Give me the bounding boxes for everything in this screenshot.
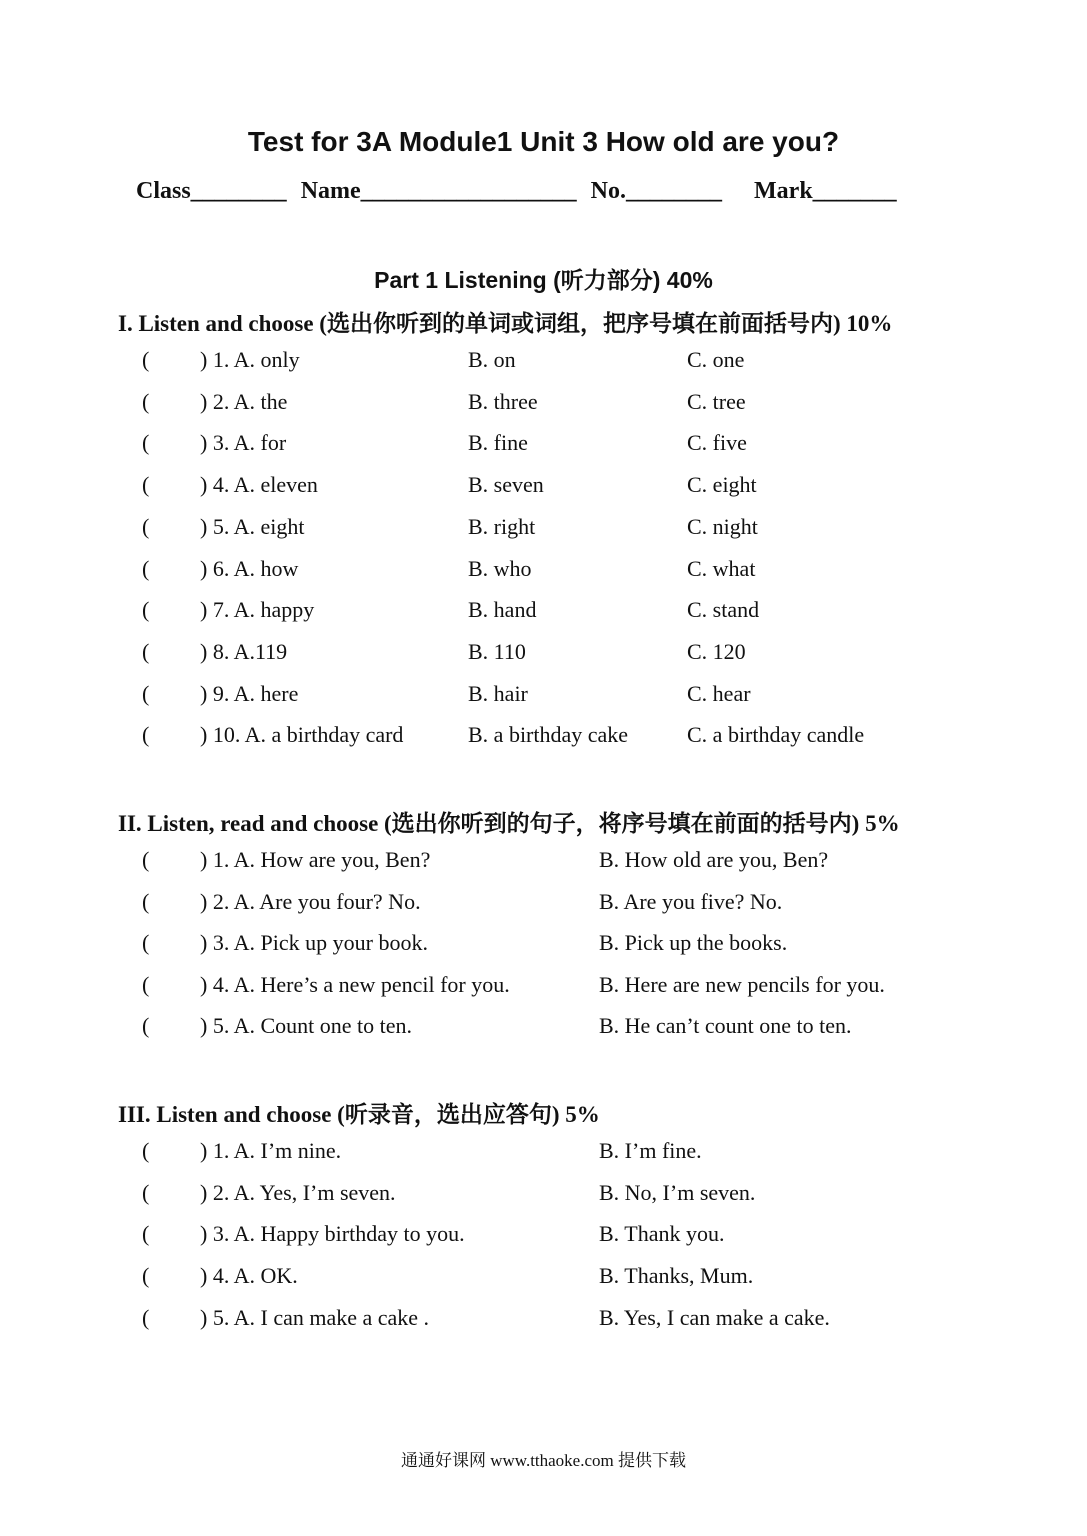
- option-b: B. three: [468, 388, 538, 414]
- option-b: B. hair: [468, 680, 528, 706]
- answer-bracket: (: [142, 1304, 150, 1330]
- option-a: ) 8. A.119: [200, 638, 288, 664]
- question-row: [142, 1013, 1002, 1043]
- option-b: B. hand: [468, 597, 537, 623]
- answer-bracket: (: [142, 1263, 150, 1289]
- answer-bracket: (: [142, 847, 150, 872]
- answer-bracket: (: [142, 388, 150, 414]
- option-c: C. what: [687, 555, 756, 581]
- option-c: C. eight: [687, 472, 757, 498]
- option-a: ) 3. A. Pick up your book.: [200, 930, 428, 956]
- question-row: [142, 889, 1002, 919]
- option-a: ) 4. A. OK.: [200, 1263, 298, 1289]
- option-a: ) 3. A. Happy birthday to you.: [200, 1221, 465, 1247]
- answer-bracket: (: [142, 638, 150, 664]
- option-c: C. five: [687, 430, 747, 456]
- option-b: B. right: [468, 513, 536, 539]
- answer-bracket: (: [142, 472, 150, 498]
- part-heading: Part 1 Listening (听力部分) 40%: [374, 267, 713, 293]
- option-a: ) 5. A. Count one to ten.: [200, 1013, 413, 1039]
- question-row: [142, 930, 1002, 960]
- option-a: ) 2. A. the: [200, 388, 288, 414]
- option-a: ) 4. A. eleven: [200, 472, 318, 498]
- section-3-heading: III. Listen and choose (听录音，选出应答句) 5%: [118, 1102, 600, 1127]
- option-b: B. He can’t count one to ten.: [599, 1013, 852, 1039]
- option-a: ) 9. A. here: [200, 680, 299, 706]
- option-b: B. seven: [468, 472, 544, 498]
- option-c: C. night: [687, 513, 758, 539]
- question-row: [142, 514, 1002, 544]
- option-a: ) 10. A. a birthday card: [200, 722, 404, 748]
- section-1-heading: I. Listen and choose (选出你听到的单词或词组，把序号填在前面括号内) 10%: [118, 311, 893, 336]
- question-row: [142, 1180, 1002, 1210]
- question-row: [142, 472, 1002, 502]
- answer-bracket: (: [142, 1013, 150, 1039]
- option-b: B. I’m fine.: [599, 1138, 702, 1163]
- option-a: ) 6. A. how: [200, 555, 299, 581]
- option-c: C. stand: [687, 597, 760, 623]
- option-b: B. Yes, I can make a cake.: [599, 1304, 830, 1330]
- option-b: B. Thanks, Mum.: [599, 1263, 754, 1289]
- option-a: ) 4. A. Here’s a new pencil for you.: [200, 971, 510, 997]
- answer-bracket: (: [142, 347, 150, 372]
- option-b: B. Are you five? No.: [599, 888, 783, 914]
- answer-bracket: (: [142, 555, 150, 581]
- answer-bracket: (: [142, 430, 150, 456]
- option-b: B. who: [468, 555, 532, 581]
- answer-bracket: (: [142, 1221, 150, 1247]
- answer-bracket: (: [142, 513, 150, 539]
- option-b: B. How old are you, Ben?: [599, 847, 829, 872]
- question-row: [142, 681, 1002, 711]
- answer-bracket: (: [142, 1179, 150, 1205]
- page-title: Test for 3A Module1 Unit 3 How old are you?: [247, 126, 840, 157]
- option-b: B. on: [468, 347, 516, 372]
- answer-bracket: (: [142, 680, 150, 706]
- question-row: [142, 430, 1002, 460]
- question-row: [142, 347, 1002, 377]
- question-row: [142, 556, 1002, 586]
- answer-bracket: (: [142, 930, 150, 956]
- question-row: [142, 597, 1002, 627]
- answer-bracket: (: [142, 597, 150, 623]
- option-c: C. tree: [687, 388, 746, 414]
- option-b: B. a birthday cake: [468, 722, 629, 748]
- question-row: [142, 639, 1002, 669]
- option-b: B. Pick up the books.: [599, 930, 788, 956]
- question-row: [142, 972, 1002, 1002]
- option-a: ) 2. A. Yes, I’m seven.: [200, 1179, 396, 1205]
- option-a: ) 5. A. eight: [200, 513, 305, 539]
- option-c: C. a birthday candle: [687, 722, 865, 748]
- option-a: ) 2. A. Are you four? No.: [200, 888, 421, 914]
- option-a: ) 3. A. for: [200, 430, 287, 456]
- option-a: ) 1. A. only: [200, 347, 300, 372]
- option-b: B. Here are new pencils for you.: [599, 971, 885, 997]
- option-b: B. 110: [468, 638, 526, 664]
- class-field: Class________: [136, 178, 287, 204]
- question-row: [142, 1305, 1002, 1335]
- question-row: [142, 389, 1002, 419]
- name-field: Name__________________: [300, 178, 577, 204]
- question-row: [142, 722, 1002, 752]
- student-info-line: [136, 178, 966, 205]
- question-row: [142, 1263, 1002, 1293]
- option-b: B. fine: [468, 430, 528, 456]
- option-c: C. hear: [687, 680, 751, 706]
- question-row: [142, 1138, 1002, 1168]
- option-a: ) 1. A. I’m nine.: [200, 1138, 342, 1163]
- option-a: ) 1. A. How are you, Ben?: [200, 847, 431, 872]
- option-c: C. one: [687, 347, 745, 372]
- answer-bracket: (: [142, 888, 150, 914]
- section-2-heading: II. Listen, read and choose (选出你听到的句子，将序号填在前面的括号内) 5%: [118, 811, 900, 836]
- option-b: B. No, I’m seven.: [599, 1179, 756, 1205]
- answer-bracket: (: [142, 722, 150, 748]
- question-row: [142, 1221, 1002, 1251]
- option-a: ) 5. A. I can make a cake .: [200, 1304, 430, 1330]
- option-c: C. 120: [687, 638, 746, 664]
- footer-credit: 通通好课网 www.tthaoke.com 提供下载: [400, 1451, 687, 1470]
- number-field: No.________: [590, 178, 723, 204]
- answer-bracket: (: [142, 1138, 150, 1163]
- answer-bracket: (: [142, 971, 150, 997]
- mark-field: Mark_______: [754, 178, 897, 204]
- option-a: ) 7. A. happy: [200, 597, 315, 623]
- option-b: B. Thank you.: [599, 1221, 725, 1247]
- question-row: [142, 847, 1002, 877]
